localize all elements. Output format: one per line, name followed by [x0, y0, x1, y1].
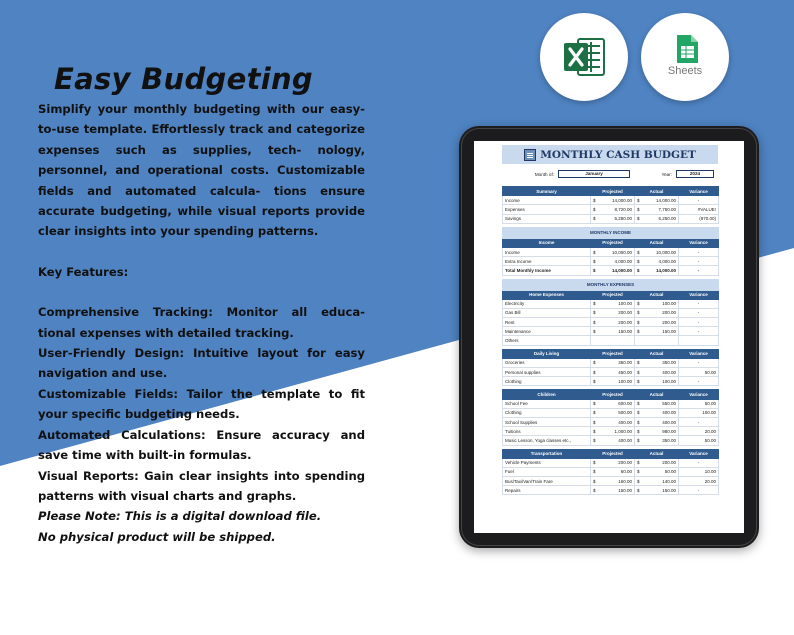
year-field[interactable]: 2024	[676, 170, 714, 178]
tablet-screen	[474, 141, 744, 533]
currency-symbol: $	[637, 428, 640, 434]
feature-item: Visual Reports: Gain clear insights into spending patterns with visual charts and graphs.	[38, 468, 365, 503]
column-header: Actual	[635, 449, 679, 458]
cell-value: 600.00	[618, 401, 632, 407]
variance-cell[interactable]: -	[679, 318, 719, 327]
money-cell[interactable]	[591, 266, 635, 275]
variance-cell[interactable]: -	[679, 358, 719, 367]
row-label[interactable]: Bus/Taxi/Van/Train Fare	[503, 477, 591, 486]
currency-symbol: $	[637, 310, 640, 316]
currency-symbol: $	[593, 469, 596, 475]
currency-symbol: $	[593, 206, 596, 212]
currency-symbol: $	[593, 319, 596, 325]
shipping-note: No physical product will be shipped.	[38, 529, 276, 544]
money-cell[interactable]	[591, 486, 635, 495]
row-label[interactable]: Tuitions	[503, 427, 591, 436]
currency-symbol: $	[593, 197, 596, 203]
column-header: Variance	[679, 390, 719, 399]
headline: Easy Budgeting	[54, 62, 313, 96]
cell-value: 100.00	[662, 301, 676, 307]
money-cell[interactable]	[635, 299, 679, 308]
currency-symbol: $	[637, 328, 640, 334]
row-label[interactable]: School Fee	[503, 399, 591, 408]
money-cell[interactable]	[591, 477, 635, 486]
table-row	[503, 486, 719, 495]
cell-value: 200.00	[618, 460, 632, 466]
currency-symbol: $	[637, 369, 640, 375]
money-cell[interactable]	[635, 214, 679, 223]
cell-value: 100.00	[618, 301, 632, 307]
money-cell[interactable]	[635, 308, 679, 317]
sheet-title-bar	[502, 145, 718, 164]
currency-symbol: $	[593, 478, 596, 484]
cell-value: 200.00	[618, 310, 632, 316]
income-header-row	[503, 238, 719, 247]
row-label[interactable]: Fuel	[503, 467, 591, 476]
column-header: Projected	[591, 449, 635, 458]
row-label[interactable]: Expenses	[503, 205, 591, 214]
row-label[interactable]: Extra Income	[503, 257, 591, 266]
column-header: Actual	[635, 349, 679, 358]
currency-symbol: $	[593, 310, 596, 316]
money-cell[interactable]	[591, 247, 635, 256]
table-row	[503, 266, 719, 275]
row-label[interactable]: Groceries	[503, 358, 591, 367]
money-cell[interactable]	[591, 336, 635, 345]
currency-symbol: $	[593, 460, 596, 466]
money-cell[interactable]	[635, 408, 679, 417]
variance-cell[interactable]: -	[679, 299, 719, 308]
column-header: Actual	[635, 290, 679, 299]
cell-value: 450.00	[618, 369, 632, 375]
column-header: Actual	[635, 238, 679, 247]
cell-value: 150.00	[662, 328, 676, 334]
table-row	[503, 257, 719, 266]
row-label[interactable]: Clothing	[503, 377, 591, 386]
cell-value: 8,720.00	[614, 206, 632, 212]
money-cell[interactable]	[591, 308, 635, 317]
column-header: Projected	[591, 290, 635, 299]
currency-symbol: $	[593, 401, 596, 407]
currency-symbol: $	[593, 249, 596, 255]
row-label[interactable]: Music Lesson, Yoga classes etc.,	[503, 436, 591, 445]
money-cell[interactable]	[591, 196, 635, 205]
table-row	[503, 336, 719, 345]
sheets-icon	[641, 13, 729, 101]
sheet-title: MONTHLY CASH BUDGET	[540, 148, 696, 161]
currency-symbol: $	[637, 460, 640, 466]
cell-value: 350.00	[618, 360, 632, 366]
table-row	[503, 399, 719, 408]
row-label[interactable]: Personal supplies	[503, 368, 591, 377]
column-header: Projected	[591, 187, 635, 196]
table-row	[503, 318, 719, 327]
column-header: Projected	[591, 238, 635, 247]
currency-symbol: $	[637, 469, 640, 475]
cell-value: 14,000.00	[655, 197, 676, 203]
table-row	[503, 196, 719, 205]
table-row	[503, 308, 719, 317]
currency-symbol: $	[637, 267, 640, 273]
variance-cell[interactable]: -	[679, 417, 719, 426]
row-label[interactable]: Clothing	[503, 408, 591, 417]
excel-badge	[540, 13, 628, 101]
cell-value: 4,000.00	[614, 258, 632, 264]
currency-symbol: $	[593, 378, 596, 384]
section-header-row	[503, 227, 719, 238]
row-label[interactable]: Rent	[503, 318, 591, 327]
section-title: MONTHLY EXPENSES	[503, 279, 719, 290]
money-cell[interactable]	[635, 377, 679, 386]
variance-cell[interactable]: -	[679, 257, 719, 266]
table-row	[503, 205, 719, 214]
column-header: Projected	[591, 349, 635, 358]
column-header: Actual	[635, 187, 679, 196]
variance-cell[interactable]: 50.00	[679, 368, 719, 377]
currency-symbol: $	[637, 206, 640, 212]
cell-value: 500.00	[618, 410, 632, 416]
variance-cell[interactable]: 20.00	[679, 427, 719, 436]
year-label: Year:	[661, 171, 672, 177]
currency-symbol: $	[637, 258, 640, 264]
money-cell[interactable]	[591, 299, 635, 308]
money-cell[interactable]	[635, 417, 679, 426]
summary-header-row	[503, 187, 719, 196]
table-row	[503, 214, 719, 223]
cell-value: 200.00	[618, 319, 632, 325]
cell-value: 400.00	[662, 369, 676, 375]
money-cell[interactable]	[635, 358, 679, 367]
row-label[interactable]: School Supplies	[503, 417, 591, 426]
currency-symbol: $	[593, 258, 596, 264]
column-header: Variance	[679, 349, 719, 358]
column-header: Income	[503, 238, 591, 247]
variance-cell[interactable]: #VALUE!	[679, 205, 719, 214]
cell-value: 140.00	[662, 478, 676, 484]
column-header: Variance	[679, 290, 719, 299]
variance-cell[interactable]: -	[679, 196, 719, 205]
cell-value: 10,000.00	[655, 249, 676, 255]
cell-value: 350.00	[662, 437, 676, 443]
cell-value: 150.00	[662, 487, 676, 493]
marketing-copy	[38, 99, 365, 547]
column-header: Variance	[679, 449, 719, 458]
column-header: Children	[503, 390, 591, 399]
money-cell[interactable]	[635, 327, 679, 336]
variance-cell[interactable]: 100.00	[679, 408, 719, 417]
money-cell[interactable]	[591, 205, 635, 214]
money-cell[interactable]	[591, 368, 635, 377]
section-header-row	[503, 279, 719, 290]
table-row	[503, 327, 719, 336]
money-cell[interactable]	[591, 427, 635, 436]
money-cell[interactable]	[591, 327, 635, 336]
column-header: Daily Living	[503, 349, 591, 358]
variance-cell[interactable]: -	[679, 377, 719, 386]
feature-item: Automated Calculations: Ensure accuracy and save time with built-in formulas.	[38, 427, 365, 463]
cell-value: 100.00	[662, 378, 676, 384]
column-header: Transportation	[503, 449, 591, 458]
money-cell[interactable]	[591, 257, 635, 266]
home-header-row	[503, 290, 719, 299]
money-cell[interactable]	[591, 458, 635, 467]
cell-value: 14,000.00	[655, 267, 676, 273]
currency-symbol: $	[637, 378, 640, 384]
variance-cell[interactable]: -	[679, 327, 719, 336]
cell-value: 200.00	[662, 310, 676, 316]
table-row	[503, 417, 719, 426]
money-cell[interactable]	[635, 436, 679, 445]
variance-cell[interactable]: -	[679, 458, 719, 467]
row-label[interactable]: Maintenance	[503, 327, 591, 336]
cell-value: 50.00	[664, 469, 676, 475]
money-cell[interactable]	[591, 377, 635, 386]
currency-symbol: $	[637, 249, 640, 255]
currency-symbol: $	[593, 267, 596, 273]
month-label: Month of:	[534, 171, 554, 177]
cell-value: 200.00	[662, 460, 676, 466]
feature-item: Customizable Fields: Tailor the template to fit your specific budgeting needs.	[38, 386, 365, 422]
row-label[interactable]: Others	[503, 336, 591, 345]
currency-symbol: $	[637, 410, 640, 416]
money-cell[interactable]	[635, 467, 679, 476]
column-header: Actual	[635, 390, 679, 399]
currency-symbol: $	[593, 437, 596, 443]
budget-spreadsheet	[502, 145, 718, 495]
money-cell[interactable]	[635, 399, 679, 408]
currency-symbol: $	[593, 360, 596, 366]
currency-symbol: $	[593, 301, 596, 307]
cell-value: 5,280.00	[614, 216, 632, 222]
tablet-frame	[459, 126, 759, 548]
features-heading: Key Features:	[38, 264, 129, 279]
variance-cell[interactable]: -	[679, 308, 719, 317]
cell-value: 4,000.00	[658, 258, 676, 264]
cell-value: 1,000.00	[614, 428, 632, 434]
currency-symbol: $	[593, 410, 596, 416]
feature-item: Comprehensive Tracking: Monitor all educa- tional expenses with detailed tracking.	[38, 305, 365, 340]
column-header: Variance	[679, 187, 719, 196]
cell-value: 60.00	[620, 469, 632, 475]
currency-symbol: $	[593, 428, 596, 434]
transport-header-row	[503, 449, 719, 458]
money-cell[interactable]	[591, 417, 635, 426]
currency-symbol: $	[637, 487, 640, 493]
variance-cell[interactable]: 20.00	[679, 477, 719, 486]
money-cell[interactable]	[591, 399, 635, 408]
cell-value: 400.00	[618, 419, 632, 425]
variance-cell[interactable]: 10.00	[679, 467, 719, 476]
row-label[interactable]: Vehicle Payments	[503, 458, 591, 467]
table-row	[503, 299, 719, 308]
currency-symbol: $	[637, 437, 640, 443]
variance-cell[interactable]: (970.00)	[679, 214, 719, 223]
table-row	[503, 467, 719, 476]
money-cell[interactable]	[635, 196, 679, 205]
cell-value: 400.00	[662, 419, 676, 425]
table-row	[503, 247, 719, 256]
variance-cell[interactable]: 50.00	[679, 399, 719, 408]
column-header: Home Expenses	[503, 290, 591, 299]
money-cell[interactable]	[635, 427, 679, 436]
cell-value: 10,000.00	[611, 249, 632, 255]
currency-symbol: $	[637, 216, 640, 222]
table-row	[503, 436, 719, 445]
table-row	[503, 377, 719, 386]
cell-value: 7,750.00	[658, 206, 676, 212]
row-label[interactable]: Electricity	[503, 299, 591, 308]
cell-value: 14,000.00	[611, 197, 632, 203]
cell-value: 980.00	[662, 428, 676, 434]
table-row	[503, 477, 719, 486]
cell-value: 400.00	[618, 437, 632, 443]
row-label[interactable]: Repairs	[503, 486, 591, 495]
cell-value: 150.00	[618, 328, 632, 334]
money-cell[interactable]	[635, 477, 679, 486]
money-cell[interactable]	[635, 486, 679, 495]
variance-cell[interactable]: -	[679, 486, 719, 495]
currency-symbol: $	[593, 369, 596, 375]
intro-paragraph: Simplify your monthly budgeting with our easy-to-use template. Effortlessly track and categorize expenses such as supplies, tech- nology, personnel, and operational costs. Customizable fields and automated calcula- tions ensure accurate budgeting, while visual reports provide clear insights into your spending patterns.	[38, 102, 365, 239]
currency-symbol: $	[637, 419, 640, 425]
table-row	[503, 368, 719, 377]
ledger-icon	[524, 149, 536, 161]
table-row	[503, 358, 719, 367]
children-header-row	[503, 390, 719, 399]
month-field[interactable]: January	[558, 170, 630, 178]
currency-symbol: $	[593, 419, 596, 425]
money-cell[interactable]	[635, 318, 679, 327]
cell-value: 6,250.00	[658, 216, 676, 222]
table-row	[503, 458, 719, 467]
money-cell[interactable]	[591, 214, 635, 223]
cell-value: 400.00	[662, 410, 676, 416]
table-row	[503, 408, 719, 417]
currency-symbol: $	[637, 319, 640, 325]
variance-cell[interactable]: 50.00	[679, 436, 719, 445]
currency-symbol: $	[637, 197, 640, 203]
daily-header-row	[503, 349, 719, 358]
budget-table	[502, 186, 719, 495]
money-cell[interactable]	[591, 467, 635, 476]
period-row	[502, 167, 718, 181]
variance-cell[interactable]: -	[679, 266, 719, 275]
cell-value: 150.00	[618, 487, 632, 493]
column-header: Variance	[679, 238, 719, 247]
money-cell[interactable]	[591, 408, 635, 417]
currency-symbol: $	[593, 487, 596, 493]
money-cell[interactable]	[635, 205, 679, 214]
currency-symbol: $	[637, 301, 640, 307]
variance-cell[interactable]	[679, 336, 719, 345]
cell-value: 550.00	[662, 401, 676, 407]
money-cell[interactable]	[635, 266, 679, 275]
cell-value: 160.00	[618, 478, 632, 484]
cell-value: 14,000.00	[611, 267, 632, 273]
currency-symbol: $	[637, 478, 640, 484]
currency-symbol: $	[593, 328, 596, 334]
cell-value: 200.00	[662, 319, 676, 325]
row-label[interactable]: Total Monthly Income	[503, 266, 591, 275]
money-cell[interactable]	[591, 436, 635, 445]
excel-icon	[540, 13, 628, 101]
money-cell[interactable]	[635, 336, 679, 345]
feature-item: User-Friendly Design: Intuitive layout for easy navigation and use.	[38, 346, 365, 381]
money-cell[interactable]	[591, 318, 635, 327]
currency-symbol: $	[637, 401, 640, 407]
currency-symbol: $	[637, 360, 640, 366]
money-cell[interactable]	[635, 257, 679, 266]
variance-cell[interactable]: -	[679, 247, 719, 256]
download-note: Please Note: This is a digital download file.	[38, 509, 322, 524]
row-label[interactable]: Savings	[503, 214, 591, 223]
column-header: Summary	[503, 187, 591, 196]
row-label[interactable]: Gas Bill	[503, 308, 591, 317]
row-label[interactable]: Income	[503, 247, 591, 256]
currency-symbol: $	[593, 216, 596, 222]
money-cell[interactable]	[591, 358, 635, 367]
section-title: MONTHLY INCOME	[503, 227, 719, 238]
row-label[interactable]: Income	[503, 196, 591, 205]
money-cell[interactable]	[635, 458, 679, 467]
table-row	[503, 427, 719, 436]
sheets-label: Sheets	[667, 65, 703, 77]
sheets-badge	[641, 13, 729, 101]
cell-value: 350.00	[662, 360, 676, 366]
column-header: Projected	[591, 390, 635, 399]
cell-value: 100.00	[618, 378, 632, 384]
money-cell[interactable]	[635, 247, 679, 256]
money-cell[interactable]	[635, 368, 679, 377]
